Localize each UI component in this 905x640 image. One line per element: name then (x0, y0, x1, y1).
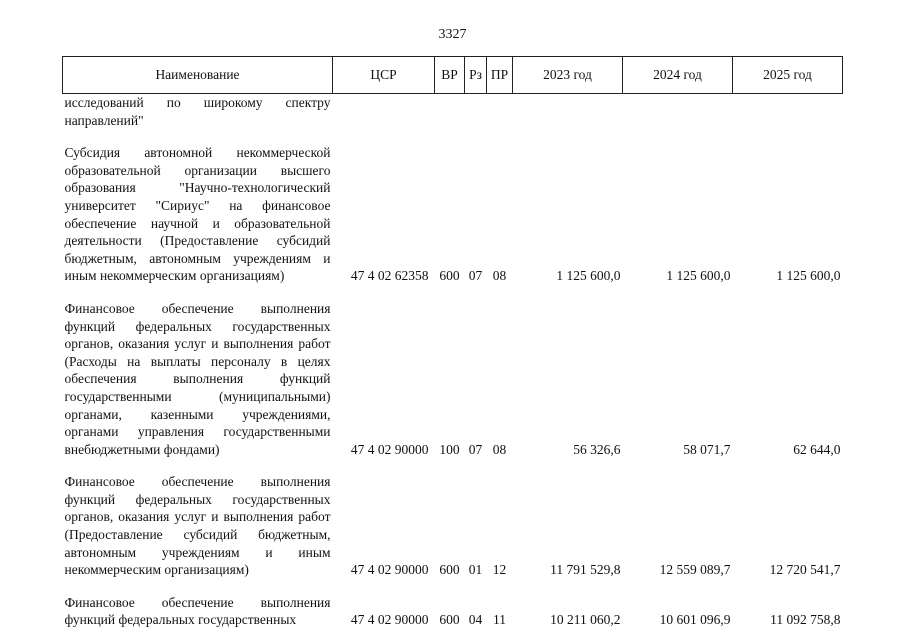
row-pr: 11 (493, 612, 506, 628)
row-value-2023 (513, 94, 623, 130)
row-value-2023: 10 211 060,2 (550, 612, 621, 628)
header-csr: ЦСР (333, 57, 435, 94)
row-value-2025: 12 720 541,7 (769, 562, 841, 578)
header-name: Наименование (63, 57, 333, 94)
row-name: Финансовое обеспечение выполнения функций федеральных государственных органов, оказания услуг и выполнения работ (Предоставление субсидий бюджетным, автономным учреждениям и иным некоммерческим организациям) (64, 474, 331, 578)
row-name: Финансовое обеспечение выполнения функций федеральных государственных органов, оказания услуг и выполнения работ (Расходы на выплаты персоналу в целях обеспечения выполнения функций государственными (муниципальными) органами, казенными учреждениями, органами управления государственными внебюджетными фондами) (64, 300, 331, 457)
row-vr: 600 (439, 612, 460, 628)
row-value-2024: 1 125 600,0 (666, 268, 731, 284)
budget-table (62, 56, 843, 629)
row-pr: 12 (492, 562, 507, 578)
row-value-2023: 1 125 600,0 (556, 268, 621, 284)
row-value-2023: 56 326,6 (573, 441, 621, 457)
row-vr: 100 (439, 441, 460, 457)
header-rz: Рз (465, 57, 487, 94)
header-year-2024: 2024 год (623, 57, 733, 94)
table-row (63, 473, 843, 579)
row-csr: 47 4 02 62358 (350, 268, 429, 284)
row-vr: 600 (439, 562, 460, 578)
header-year-2025: 2025 год (733, 57, 843, 94)
header-vr: ВР (435, 57, 465, 94)
row-value-2025: 11 092 758,8 (770, 612, 841, 628)
table-row (63, 144, 843, 285)
header-pr: ПР (487, 57, 513, 94)
row-name: Субсидия автономной некоммерческой образовательной организации высшего образования "Научно-технологический университет "Сириус" на финансовое обеспечение научной и образовательной деятельности (Предоставление субсидий бюджетным, автономным учреждениям и иным некоммерческим организациям) (64, 145, 331, 284)
row-pr: 08 (492, 441, 507, 457)
header-year-2023: 2023 год (513, 57, 623, 94)
row-csr: 47 4 02 90000 (350, 562, 429, 578)
row-csr: 47 4 02 90000 (350, 612, 429, 628)
row-name: исследований по широкому спектру направлений" (64, 95, 331, 128)
row-rz: 04 (468, 612, 483, 628)
row-rz: 01 (468, 562, 483, 578)
row-vr: 600 (439, 268, 460, 284)
row-csr: 47 4 02 90000 (350, 441, 429, 457)
row-pr: 08 (492, 268, 507, 284)
row-name: Финансовое обеспечение выполнения функций федеральных государственных (64, 594, 331, 628)
table-header (63, 57, 843, 94)
row-pr (487, 94, 513, 130)
row-value-2025: 1 125 600,0 (776, 268, 841, 284)
row-rz (465, 94, 487, 130)
row-value-2024: 10 601 096,9 (659, 612, 731, 628)
row-rz: 07 (468, 441, 483, 457)
table-row (63, 594, 843, 629)
row-value-2024: 58 071,7 (683, 441, 731, 457)
row-value-2025 (733, 94, 843, 130)
row-value-2025: 62 644,0 (793, 441, 841, 457)
row-csr (333, 94, 435, 130)
row-rz: 07 (468, 268, 483, 284)
row-vr (435, 94, 465, 130)
row-value-2023: 11 791 529,8 (550, 562, 621, 578)
page-number: 3327 (438, 27, 467, 42)
row-value-2024: 12 559 089,7 (659, 562, 731, 578)
row-value-2024 (623, 94, 733, 130)
table-row (63, 300, 843, 458)
table-row (63, 94, 843, 130)
